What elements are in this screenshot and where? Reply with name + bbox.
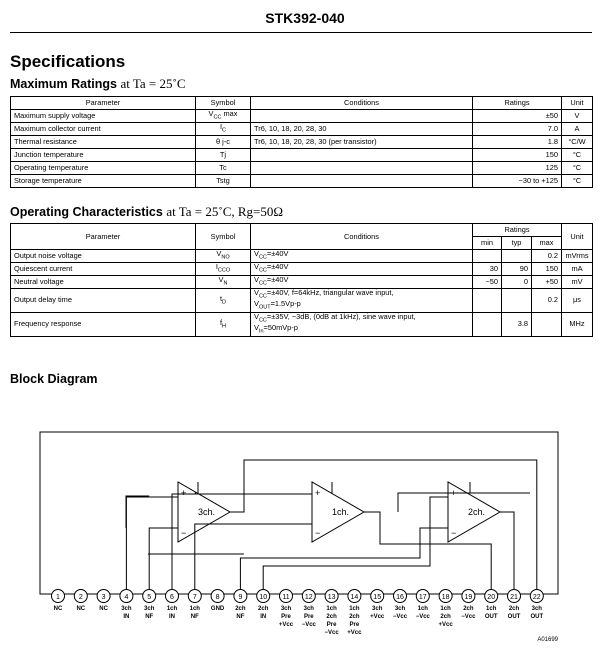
block-diagram-heading: Block Diagram: [10, 372, 98, 386]
parameter-cell: Neutral voltage: [11, 276, 196, 289]
pin-number: 6: [170, 594, 174, 601]
pin-label: NC: [76, 606, 86, 612]
unit-cell: μs: [562, 289, 593, 313]
pin-label: 1ch: [417, 606, 428, 612]
pin-label: OUT: [507, 614, 521, 620]
figure-code: A01699: [537, 637, 558, 643]
wire: [240, 528, 448, 596]
parameter-cell: Frequency response: [11, 312, 196, 336]
min-cell: 30: [473, 263, 502, 276]
min-cell: −50: [473, 276, 502, 289]
unit-cell: A: [562, 123, 593, 136]
conditions-cell: $V_{CC}=\pm 40V$: [251, 276, 473, 289]
symbol-cell: $I_C$: [196, 123, 251, 136]
parameter-cell: Thermal resistance: [11, 136, 196, 149]
table-row: [11, 276, 593, 289]
typ-cell: [502, 289, 532, 313]
symbol-cell: Tc: [196, 162, 251, 175]
pin-number: 4: [124, 594, 129, 601]
unit-cell: °C/W: [562, 136, 593, 149]
parameter-cell: Storage temperature: [11, 175, 196, 188]
unit-cell: MHz: [562, 312, 593, 336]
pin-label: Pre: [349, 622, 360, 628]
pin-label: GND: [210, 606, 225, 612]
symbol-cell: $V_{NO}$: [196, 250, 251, 263]
pin-label: IN: [169, 614, 175, 620]
pin-label: 2ch: [235, 606, 246, 612]
pin-number: 11: [282, 594, 290, 601]
title-divider: [10, 32, 592, 33]
pin-number: 3: [101, 594, 106, 601]
pin-number: 1: [56, 594, 60, 601]
pin-number: 18: [441, 594, 450, 601]
table-row: [11, 149, 593, 162]
pin-label: OUT: [530, 614, 544, 620]
parameter-cell: Junction temperature: [11, 149, 196, 162]
pin-label: 3ch: [121, 606, 132, 612]
pin-number: 2: [78, 594, 83, 601]
pin-number: 19: [464, 594, 473, 601]
pin-label: 2ch: [349, 614, 360, 620]
specifications-heading: Specifications: [10, 52, 126, 71]
op-char-condition: at Ta = 25˚C, Rg=50Ω: [166, 204, 284, 219]
unit-cell: mA: [562, 263, 593, 276]
ratings-cell: 150: [473, 149, 562, 162]
unit-cell: V: [562, 110, 593, 123]
plus-sign: +: [315, 488, 321, 498]
table-row: [11, 162, 593, 175]
pin-label: −Vcc: [461, 614, 476, 620]
pin-label: 1ch: [440, 606, 451, 612]
minus-sign: −: [181, 528, 187, 538]
max-ratings-table: [10, 96, 593, 188]
pin-number: 20: [487, 594, 496, 601]
pin-number: 5: [147, 594, 152, 601]
pin-label: 1ch: [349, 606, 360, 612]
conditions-cell: $V_{CC}=\pm 40V$: [251, 263, 473, 276]
max-ratings-title: Maximum Ratings: [10, 77, 117, 91]
max-cell: [532, 312, 562, 336]
min-cell: [473, 250, 502, 263]
conditions-cell: [251, 110, 473, 123]
typ-cell: 3.8: [502, 312, 532, 336]
pin-label: NF: [236, 614, 245, 620]
op-char-heading: [10, 204, 283, 220]
header-ratings: Ratings: [473, 224, 562, 237]
pin-label: 1ch: [166, 606, 178, 612]
pin-number: 16: [396, 594, 404, 601]
ratings-cell: −30 to +125: [473, 175, 562, 188]
symbol-cell: θ j-c: [196, 136, 251, 149]
parameter-cell: Operating temperature: [11, 162, 196, 175]
pin-label: 3ch: [144, 606, 155, 612]
pin-number: 12: [304, 594, 313, 601]
header-conditions: Conditions: [251, 97, 473, 110]
symbol-cell: $V_N$: [196, 276, 251, 289]
op-char-table: [10, 223, 593, 337]
unit-cell: °C: [562, 149, 593, 162]
pin-number: 22: [532, 594, 541, 601]
pin-label: −Vcc: [415, 614, 430, 620]
pin-label: 2ch: [463, 606, 474, 612]
parameter-cell: Maximum supply voltage: [11, 110, 196, 123]
amp-label: 3ch.: [198, 507, 216, 517]
pin-label: NC: [53, 606, 63, 612]
amp-label: 2ch.: [468, 507, 486, 517]
typ-cell: 90: [502, 263, 532, 276]
pin-label: 1ch: [486, 606, 497, 612]
header-unit: Unit: [562, 97, 593, 110]
document-title: STK392-040: [265, 10, 345, 26]
plus-sign: +: [181, 488, 187, 498]
table-row: [11, 175, 593, 188]
ratings-cell: 1.8: [473, 136, 562, 149]
pin-number: 15: [373, 594, 382, 601]
header-conditions: Conditions: [251, 224, 473, 250]
ratings-cell: 125: [473, 162, 562, 175]
ratings-cell: 7.0: [473, 123, 562, 136]
pin-number: 8: [215, 594, 220, 601]
conditions-cell: [251, 175, 473, 188]
typ-cell: [502, 250, 532, 263]
conditions-cell: $V_{CC}=\pm 40V$: [251, 250, 473, 263]
table-row: [11, 110, 593, 123]
minus-sign: −: [315, 528, 321, 538]
table-row: [11, 136, 593, 149]
pin-label: 1ch: [189, 606, 200, 612]
amp-label: 1ch.: [332, 507, 350, 517]
pin-label: IN: [260, 614, 267, 620]
pin-label: −Vcc: [392, 614, 408, 620]
pin-label: Pre: [281, 614, 291, 620]
wire: [149, 528, 178, 596]
symbol-cell: Tj: [196, 149, 251, 162]
symbol-cell: Tstg: [196, 175, 251, 188]
unit-cell: °C: [562, 162, 593, 175]
header-max: max: [532, 237, 562, 250]
header-parameter: Parameter: [11, 97, 196, 110]
symbol-cell: $t_D$: [196, 289, 251, 313]
max-cell: 0.2: [532, 289, 562, 313]
header-unit: Unit: [562, 224, 593, 250]
pin-label: Pre: [303, 614, 314, 620]
table-row: [11, 312, 593, 336]
table-row: [11, 263, 593, 276]
symbol-cell: $f_H$: [196, 312, 251, 336]
parameter-cell: Maximum collector current: [11, 123, 196, 136]
max-ratings-condition: at Ta = 25˚C: [120, 76, 186, 91]
pin-label: NF: [145, 614, 154, 620]
table-row: [11, 289, 593, 313]
min-cell: [473, 289, 502, 313]
pin-label: 3ch: [394, 606, 406, 612]
max-cell: +50: [532, 276, 562, 289]
pin-label: IN: [123, 614, 130, 620]
conditions-cell: [251, 162, 473, 175]
header-symbol: Symbol: [196, 224, 251, 250]
pin-label: OUT: [484, 614, 498, 620]
wire: [126, 497, 178, 596]
parameter-cell: Output noise voltage: [11, 250, 196, 263]
header-ratings: Ratings: [473, 97, 562, 110]
conditions-cell: Tr6, 10, 18, 20, 28, 30 (per transistor): [251, 136, 473, 149]
conditions-cell: $V_{CC}=\pm 40V$, f=64kHz, triangular wave input, $V_{OUT}=1.5Vp-p$: [251, 289, 473, 313]
pin-label: 2ch: [258, 606, 269, 612]
conditions-cell: Tr6, 10, 18, 20, 28, 30: [251, 123, 473, 136]
symbol-cell: $I_{CCO}$: [196, 263, 251, 276]
plus-sign: +: [451, 488, 457, 498]
header-min: min: [473, 237, 502, 250]
max-cell: 150: [532, 263, 562, 276]
header-symbol: Symbol: [196, 97, 251, 110]
pin-label: 1ch: [326, 606, 337, 612]
table-header-row: [11, 224, 593, 237]
parameter-cell: Output delay time: [11, 289, 196, 313]
pin-number: 21: [510, 594, 518, 601]
pin-number: 9: [238, 594, 243, 601]
max-ratings-heading: [10, 76, 186, 92]
pin-label: 3ch: [531, 606, 542, 612]
unit-cell: °C: [562, 175, 593, 188]
block-diagram: [0, 400, 610, 650]
symbol-cell: $V_{CC}$ max: [196, 110, 251, 123]
conditions-cell: [251, 149, 473, 162]
conditions-cell: $V_{CC}=\pm 35V$, −3dB, (0dB at 1kHz), sine wave input, $V_{In}=50mVp-p$: [251, 312, 473, 336]
unit-cell: mV: [562, 276, 593, 289]
pin-label: −Vcc: [301, 622, 316, 628]
table-row: [11, 250, 593, 263]
pin-label: +Vcc: [347, 630, 362, 636]
pin-label: +Vcc: [370, 614, 385, 620]
minus-sign: −: [451, 528, 457, 538]
min-cell: [473, 312, 502, 336]
pin-label: 2ch: [440, 614, 451, 620]
table-row: [11, 123, 593, 136]
pin-number: 10: [259, 594, 268, 601]
parameter-cell: Quiescent current: [11, 263, 196, 276]
pin-label: 3ch: [280, 606, 292, 612]
ratings-cell: ±50: [473, 110, 562, 123]
pin-label: Pre: [326, 622, 337, 628]
unit-cell: mVrms: [562, 250, 593, 263]
pin-label: 3ch: [303, 606, 314, 612]
wire: [195, 524, 312, 596]
pin-number: 14: [350, 594, 359, 601]
pin-label: +Vcc: [278, 622, 294, 628]
pin-label: −Vcc: [324, 630, 339, 636]
pin-number: 13: [327, 594, 336, 601]
header-parameter: Parameter: [11, 224, 196, 250]
max-cell: 0.2: [532, 250, 562, 263]
pin-label: 2ch: [326, 614, 337, 620]
pin-label: 2ch: [508, 606, 520, 612]
pin-number: 7: [192, 594, 197, 601]
op-char-title: Operating Characteristics: [10, 205, 163, 219]
typ-cell: 0: [502, 276, 532, 289]
wire: [126, 496, 149, 528]
pin-number: 17: [418, 594, 427, 601]
header-typ: typ: [502, 237, 532, 250]
pin-label: NC: [99, 606, 108, 612]
pin-label: 3ch: [372, 606, 383, 612]
pin-label: +Vcc: [438, 622, 453, 628]
table-header-row: [11, 97, 593, 110]
pin-label: NF: [190, 614, 199, 620]
wire: [500, 512, 514, 596]
